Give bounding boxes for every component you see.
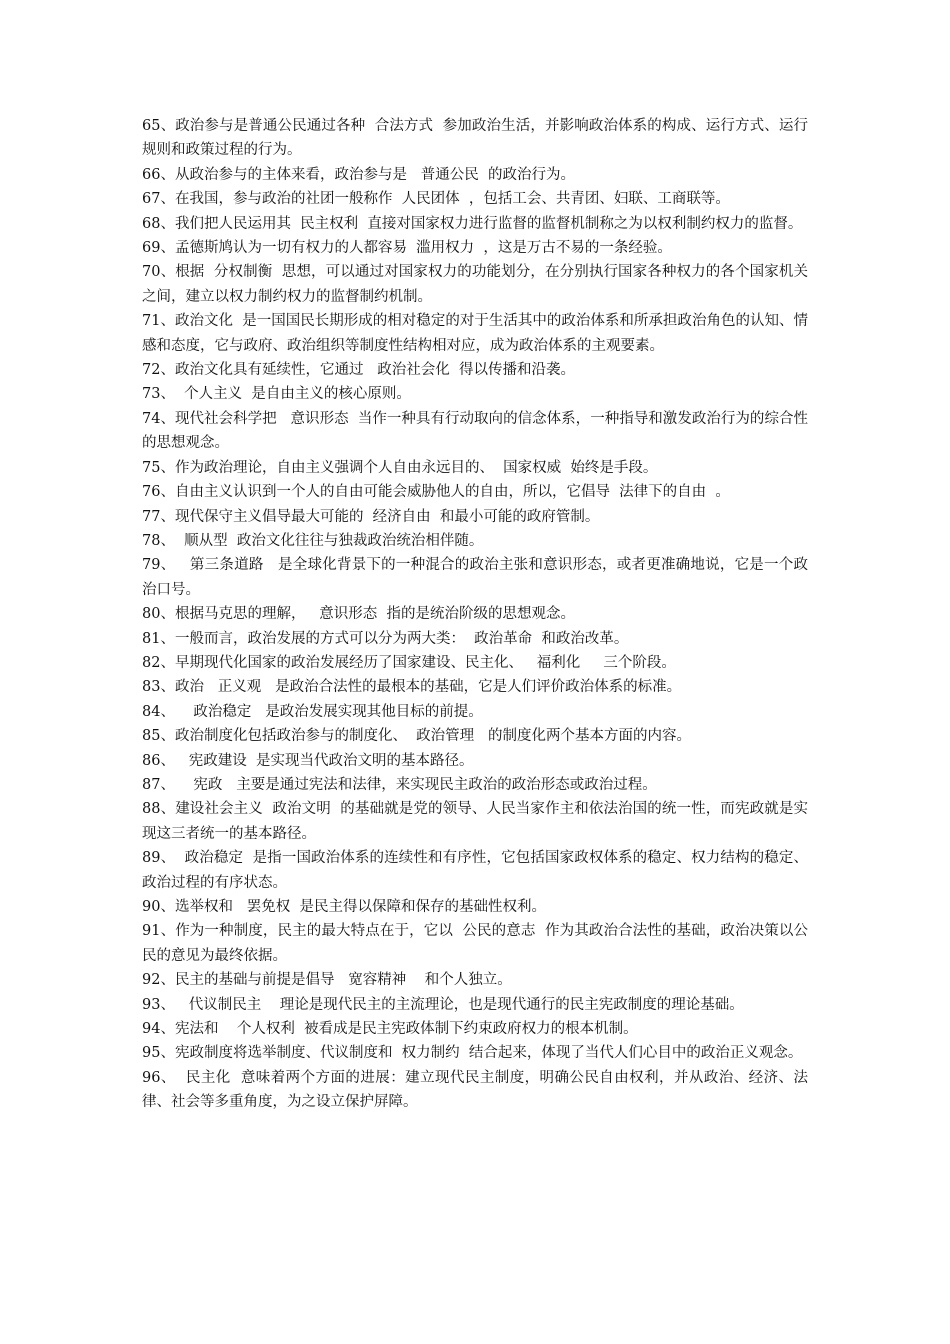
list-item: 95、宪政制度将选举制度、代议制度和 权力制约 结合起来，体现了当代人们心目中的政治正义观念。 (142, 1045, 803, 1062)
list-item: 89、 政治稳定 是指一国政治体系的连续性和有序性，它包括国家政权体系的稳定、权力结构的稳定、政治过程的有序状态。 (142, 850, 808, 891)
list-item: 92、民主的基础与前提是倡导 宽容精神 和个人独立。 (142, 972, 512, 989)
list-item: 73、 个人主义 是自由主义的核心原则。 (142, 386, 411, 403)
list-item: 70、根据 分权制衡 思想，可以通过对国家权力的功能划分，在分别执行国家各种权力的各个国家机关之间，建立以权力制约权力的监督制约机制。 (142, 264, 808, 305)
list-item: 83、政治 正义观 是政治合法性的最根本的基础，它是人们评价政治体系的标准。 (142, 679, 682, 696)
document-body (142, 114, 808, 1115)
list-item: 88、建设社会主义 政治文明 的基础就是党的领导、人民当家作主和依法治国的统一性，而宪政就是实现这三者统一的基本路径。 (142, 801, 808, 842)
list-item: 66、从政治参与的主体来看，政治参与是 普通公民 的政治行为。 (142, 166, 575, 183)
list-item: 77、现代保守主义倡导最大可能的 经济自由 和最小可能的政府管制。 (142, 508, 600, 525)
list-item: 87、 宪政 主要是通过宪法和法律，来实现民主政治的政治形态或政治过程。 (142, 776, 657, 793)
list-item: 74、现代社会科学把 意识形态 当作一种具有行动取向的信念体系，一种指导和激发政治行为的综合性的思想观念。 (142, 410, 808, 452)
list-item: 94、宪法和 个人权利 被看成是民主宪政体制下约束政府权力的根本机制。 (142, 1021, 638, 1038)
list-item: 71、政治文化 是一国国民长期形成的相对稳定的对于生活其中的政治体系和所承担政治角色的认知、情感和态度，它与政府、政治组织等制度性结构相对应，成为政治体系的主观要素。 (142, 313, 808, 354)
list-item: 96、 民主化 意味着两个方面的进展：建立现代民主制度，明确公民自由权利，并从政治、经济、法律、社会等多重角度，为之设立保护屏障。 (142, 1069, 808, 1111)
list-item: 75、作为政治理论，自由主义强调个人自由永远目的、 国家权威 始终是手段。 (142, 459, 658, 476)
list-item: 68、我们把人民运用其 民主权利 直接对国家权力进行监督的监督机制称之为以权利制约权力的监督。 (142, 215, 803, 232)
list-item: 65、政治参与是普通公民通过各种 合法方式 参加政治生活，并影响政治体系的构成、运行方式、运行规则和政策过程的行为。 (142, 118, 808, 159)
list-item: 84、 政治稳定 是政治发展实现其他目标的前提。 (142, 703, 483, 720)
list-item: 80、根据马克思的理解， 意识形态 指的是统治阶级的思想观念。 (142, 606, 575, 623)
list-item: 69、孟德斯鸠认为一切有权力的人都容易 滥用权力 ，这是万古不易的一条经验。 (142, 240, 672, 257)
list-item: 82、早期现代化国家的政治发展经历了国家建设、民主化、 福利化 三个阶段。 (142, 654, 676, 671)
list-item: 91、作为一种制度，民主的最大特点在于，它以 公民的意志 作为其政治合法性的基础，政治决策以公民的意见为最终依据。 (142, 923, 808, 964)
list-item: 90、选举权和 罢免权 是民主得以保障和保存的基础性权利。 (142, 899, 546, 915)
list-item: 93、 代议制民主 理论是现代民主的主流理论，也是现代通行的民主宪政制度的理论基础。 (142, 996, 744, 1013)
list-item: 81、一般而言，政治发展的方式可以分为两大类： 政治革命 和政治改革。 (142, 630, 629, 647)
list-item: 67、在我国，参与政治的社团一般称作 人民团体 ，包括工会、共青团、妇联、工商联等。 (142, 191, 730, 208)
list-item: 78、 顺从型 政治文化往往与独裁政治统治相伴随。 (142, 532, 484, 549)
list-item: 86、 宪政建设 是实现当代政治文明的基本路径。 (142, 752, 474, 769)
list-item: 79、 第三条道路 是全球化背景下的一种混合的政治主张和意识形态，或者更准确地说，它是一个政治口号。 (142, 557, 808, 598)
list-item: 85、政治制度化包括政治参与的制度化、 政治管理 的制度化两个基本方面的内容。 (142, 728, 691, 745)
list-item: 76、自由主义认识到一个人的自由可能会威胁他人的自由，所以，它倡导 法律下的自由 。 (142, 484, 730, 501)
list-item: 72、政治文化具有延续性，它通过 政治社会化 得以传播和沿袭。 (142, 362, 575, 379)
